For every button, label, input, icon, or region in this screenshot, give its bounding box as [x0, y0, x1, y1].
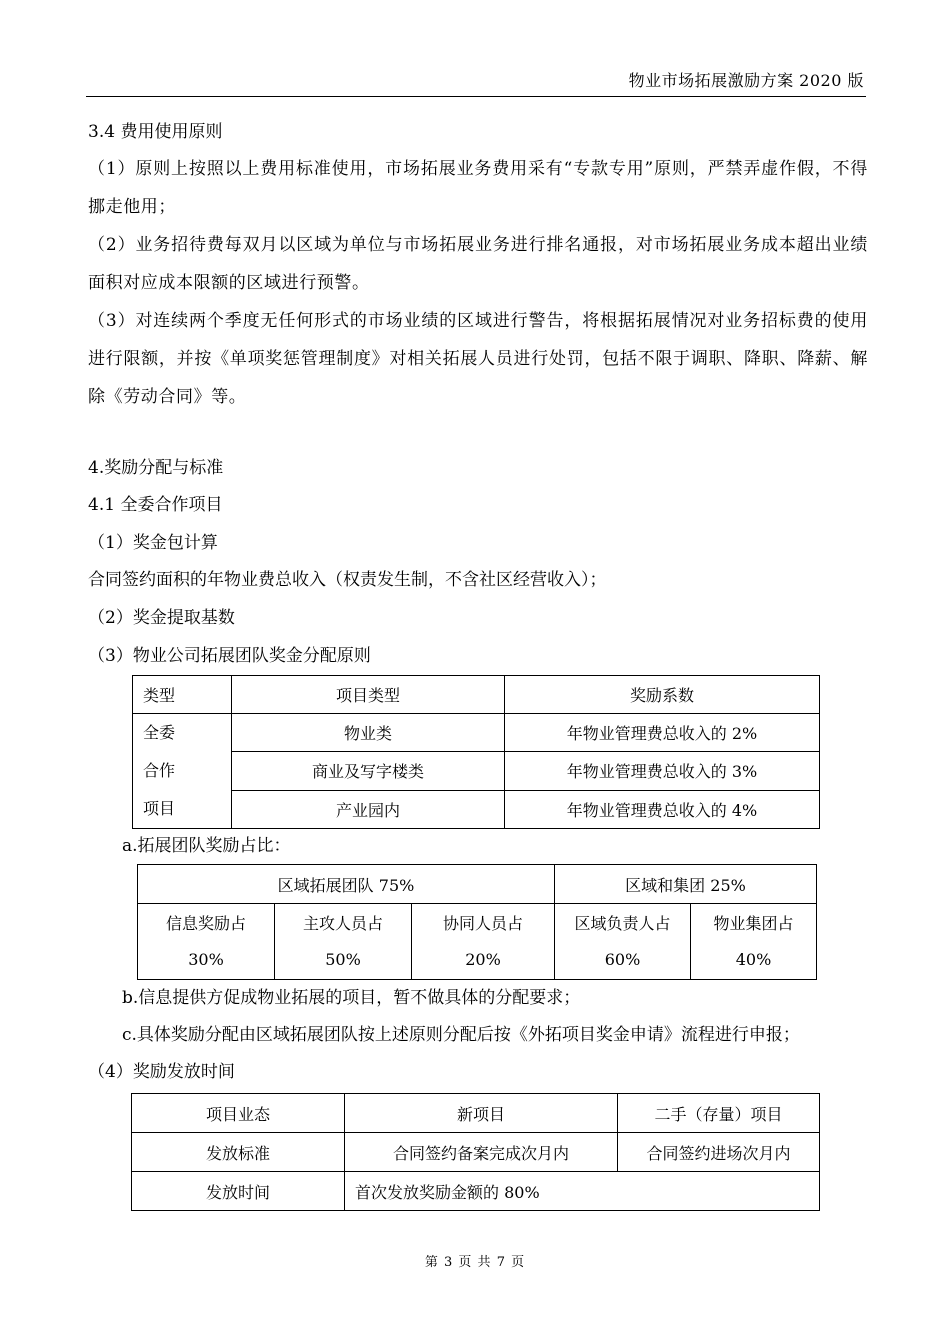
table-cell: 首次发放奖励金额的 80% — [345, 1172, 820, 1211]
group-header-cell: 区域和集团 25% — [555, 865, 817, 904]
share-label: 物业集团占 — [713, 913, 794, 933]
share-value: 20% — [465, 949, 501, 969]
share-value: 30% — [188, 949, 224, 969]
document-header-title: 物业市场拓展激励方案 2020 版 — [628, 71, 864, 90]
item-1-label: （1）奖金包计算 — [88, 533, 218, 553]
table-header-cell: 新项目 — [345, 1094, 618, 1133]
group-label-line: 合作 — [143, 761, 176, 780]
coefficient-cell: 年物业管理费总收入的 3% — [505, 752, 820, 790]
team-share-table — [137, 864, 817, 980]
group-label-line: 项目 — [143, 799, 176, 818]
share-cell — [275, 904, 412, 980]
page-number: 第 3 页 共 7 页 — [424, 1255, 526, 1270]
item-2-label: （2）奖金提取基数 — [88, 608, 235, 628]
row-label-cell: 发放标准 — [132, 1133, 345, 1172]
table-header-cell: 项目类型 — [232, 676, 505, 714]
share-label: 信息奖励占 — [165, 913, 246, 933]
share-label: 协同人员占 — [442, 913, 523, 933]
share-value: 60% — [604, 949, 641, 969]
share-cell — [412, 904, 555, 980]
project-type-cell: 物业类 — [232, 714, 505, 752]
share-label: 主攻人员占 — [302, 913, 383, 933]
coefficient-cell: 年物业管理费总收入的 4% — [505, 790, 820, 828]
group-label-cell — [133, 714, 232, 829]
project-type-cell: 商业及写字楼类 — [232, 752, 505, 790]
coefficient-cell: 年物业管理费总收入的 2% — [505, 714, 820, 752]
table-header-cell: 奖励系数 — [505, 676, 820, 714]
project-type-cell: 产业园内 — [232, 790, 505, 828]
section-3-4-heading: 3.4 费用使用原则 — [88, 122, 223, 142]
payout-time-table — [131, 1093, 820, 1211]
table-header-cell: 类型 — [133, 676, 232, 714]
table-header-cell: 项目业态 — [132, 1094, 345, 1133]
section-3-4-paragraph-3: （3）对连续两个季度无任何形式的市场业绩的区域进行警告，将根据拓展情况对业务招标费的使用进行限额，并按《单项奖惩管理制度》对相关拓展人员进行处罚，包括不限于调职、降职、降薪、解除《劳动合同》等。 — [88, 311, 868, 407]
item-1-text: 合同签约面积的年物业费总收入（权责发生制，不含社区经营收入）； — [88, 570, 607, 590]
group-label-line: 全委 — [143, 723, 176, 742]
item-4-label: （4）奖励发放时间 — [88, 1062, 235, 1082]
share-cell — [691, 904, 817, 980]
note-c: c.具体奖励分配由区域拓展团队按上述原则分配后按《外拓项目奖金申请》流程进行申报； — [122, 1025, 800, 1045]
section-4-1-heading: 4.1 全委合作项目 — [88, 495, 223, 515]
group-header-cell: 区域拓展团队 75% — [138, 865, 555, 904]
row-label-cell: 发放时间 — [132, 1172, 345, 1211]
reward-coefficient-table — [132, 675, 820, 829]
note-b: b.信息提供方促成物业拓展的项目，暂不做具体的分配要求； — [122, 988, 581, 1008]
share-value: 40% — [735, 949, 772, 969]
note-a: a.拓展团队奖励占比： — [122, 836, 291, 856]
table-header-cell: 二手（存量）项目 — [618, 1094, 820, 1133]
table-cell: 合同签约进场次月内 — [618, 1133, 820, 1172]
item-3-label: （3）物业公司拓展团队奖金分配原则 — [88, 646, 371, 666]
table-cell: 合同签约备案完成次月内 — [345, 1133, 618, 1172]
share-value: 50% — [325, 949, 361, 969]
share-label: 区域负责人占 — [574, 913, 671, 933]
header-divider — [86, 96, 866, 97]
share-cell — [555, 904, 691, 980]
section-3-4-paragraph-1: （1）原则上按照以上费用标准使用，市场拓展业务费用采有“专款专用”原则，严禁弄虚作假，不得挪走他用； — [88, 159, 868, 217]
share-cell — [138, 904, 275, 980]
section-3-4-paragraph-2: （2）业务招待费每双月以区域为单位与市场拓展业务进行排名通报，对市场拓展业务成本超出业绩面积对应成本限额的区域进行预警。 — [88, 235, 868, 293]
section-4-heading: 4.奖励分配与标准 — [88, 458, 224, 478]
